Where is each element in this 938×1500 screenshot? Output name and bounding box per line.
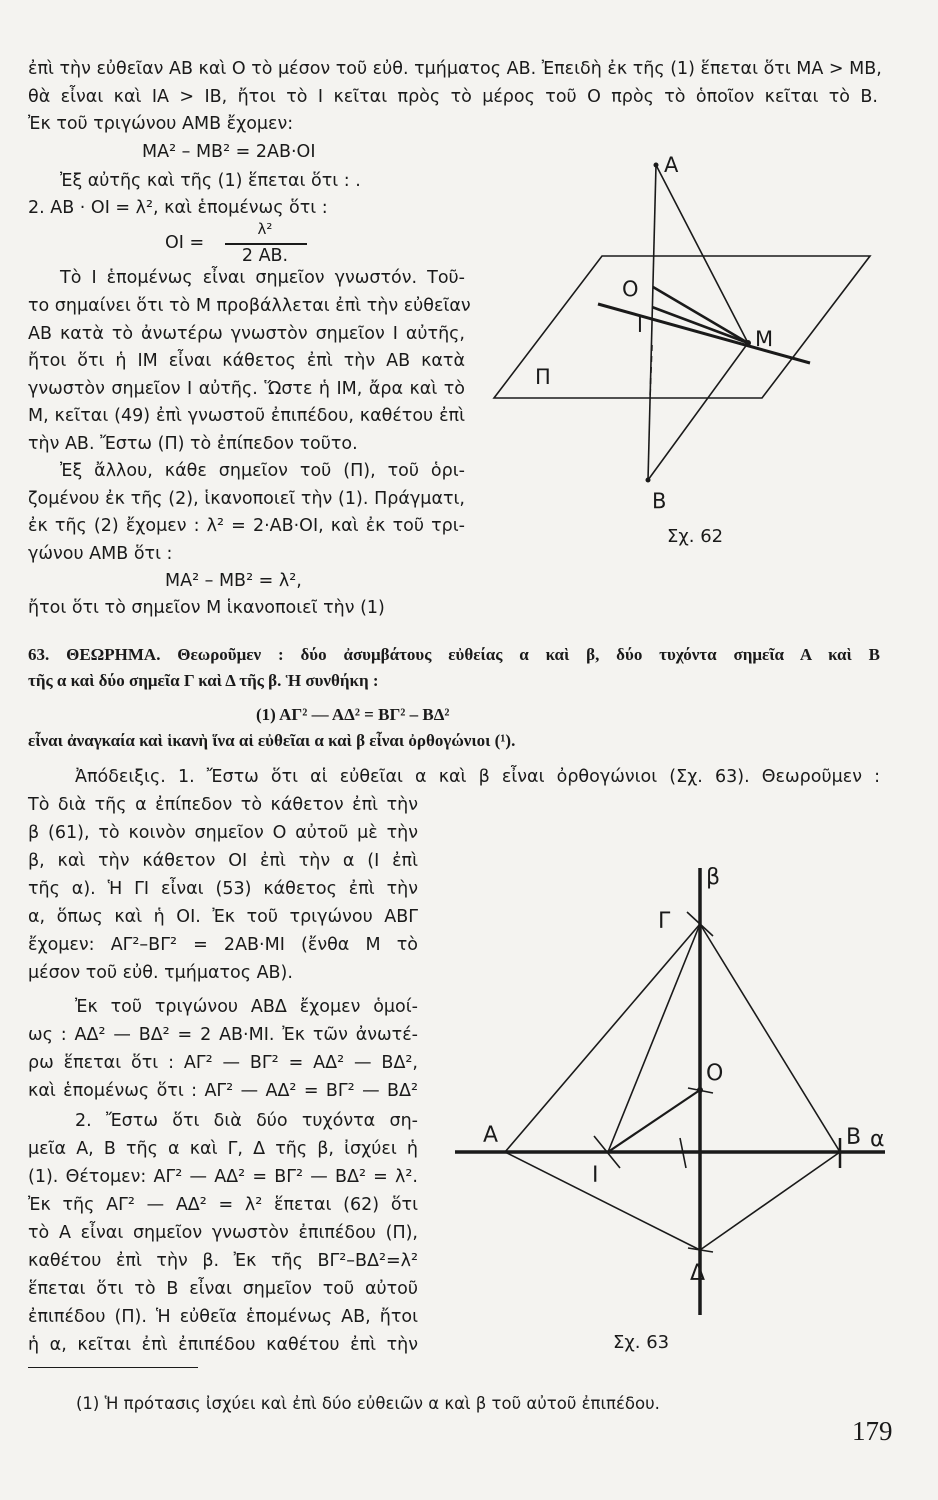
label-o: Ο	[622, 277, 639, 301]
text-line: Ἐκ τῆς ΑΓ² — ΑΔ² = λ² ἕπεται (62) ὅτι	[28, 1195, 418, 1215]
text-line: ἕπεται ὅτι τὸ Β εἶναι σημεῖον τοῦ αὐτοῦ	[28, 1279, 418, 1299]
text-line: καθέτου ἐπὶ τὴν β. Ἐκ τῆς ΒΓ²–ΒΔ²=λ²	[28, 1251, 418, 1271]
text-line: ἡ α, κεῖται ἐπὶ ἐπιπέδου καθέτου ἐπὶ τὴν	[28, 1335, 418, 1355]
text-line: μέσον τοῦ εὐθ. τμήματος ΑΒ).	[28, 963, 293, 983]
label-a: Α	[664, 153, 679, 177]
text-line: ζομένου ἐκ τῆς (2), ἱκανοποιεῖ τὴν (1). Πράγματι,	[28, 489, 465, 509]
label-alpha: α	[870, 1127, 885, 1152]
line-ag	[505, 924, 700, 1152]
equation: ΜΑ² – ΜΒ² = λ²,	[165, 571, 302, 591]
label-m: Μ	[755, 327, 774, 351]
text-line: 2. Ἔστω ὅτι διὰ δύο τυχόντα ση-	[75, 1111, 418, 1131]
text-line: γνωστὸν σημεῖον Ι αὐτῆς. Ὥστε ἡ ΙΜ, ἄρα καὶ τὸ	[28, 379, 465, 399]
figure-63-caption: Σχ. 63	[613, 1332, 670, 1353]
label-beta: β	[706, 865, 721, 890]
line-gi	[608, 924, 700, 1152]
line-oi	[608, 1090, 700, 1152]
line-ad	[505, 1152, 700, 1250]
text-line: το σημαίνει ὅτι τὸ Μ προβάλλεται ἐπὶ τὴν εὐθεῖαν	[28, 296, 471, 316]
text-line: Ἐξ ἄλλου, κάθε σημεῖον τοῦ (Π), τοῦ ὁρι-	[60, 461, 465, 481]
text-line: ἤτοι ὅτι ἡ ΙΜ εἶναι κάθετος ἐπὶ τὴν ΑΒ κατὰ	[28, 351, 465, 371]
point-o	[697, 1087, 703, 1093]
text-line: ἐκ τῆς (2) ἔχομεν : λ² = 2·ΑΒ·ΟΙ, καὶ ἐκ τοῦ τρι-	[28, 516, 465, 536]
text-line: ἔχομεν: ΑΓ²–ΒΓ² = 2ΑΒ·ΜΙ (ἔνθα Μ τὸ	[28, 935, 418, 955]
fraction-lhs: ΟΙ =	[165, 233, 205, 253]
text-line: γώνου ΑΜΒ ὅτι :	[28, 544, 173, 564]
equation: ΜΑ² – ΜΒ² = 2ΑΒ·ΟΙ	[142, 142, 316, 162]
proof-heading: Ἀπόδειξις. 1. Ἔστω ὅτι αἱ εὐθεῖαι α καὶ β εἶναι ὀρθογώνιοι (Σχ. 63). Θεωροῦμεν :	[75, 767, 880, 787]
figure-63-drawing	[455, 868, 885, 1315]
text-line: Μ, κεῖται (49) ἐπὶ γνωστοῦ ἐπιπέδου, καθέτου ἐπὶ	[28, 406, 465, 426]
footnote-rule	[28, 1367, 198, 1368]
line-bd	[700, 1152, 840, 1250]
label-gamma: Γ	[658, 909, 671, 934]
text-line: τὴν ΑΒ. Ἔστω (Π) τὸ ἐπίπεδον τοῦτο.	[28, 434, 358, 454]
label-i63: Ι	[592, 1163, 599, 1188]
text-line: α, ὅπως καὶ ἡ ΟΙ. Ἐκ τοῦ τριγώνου ΑΒΓ	[28, 907, 418, 927]
text-line: θὰ εἶναι καὶ ΙΑ > ΙΒ, ἤτοι τὸ Ι κεῖται πρὸς τὸ μέρος τοῦ Ο πρὸς τὸ ὁποῖον κεῖται τὸ Β.	[28, 87, 878, 107]
theorem-line: τῆς α καὶ δύο σημεῖα Γ καὶ Δ τῆς β. Ἡ συνθήκη :	[28, 671, 379, 690]
text-line: ΑΒ κατὰ τὸ ἀνωτέρω γνωστὸν σημεῖον Ι αὐτῆς,	[28, 324, 465, 344]
text-line: Τὸ διὰ τῆς α ἐπίπεδον τὸ κάθετον ἐπὶ τὴν	[28, 795, 418, 815]
text-line: ρω ἕπεται ὅτι : ΑΓ² — ΒΓ² = ΑΔ² — ΒΔ²,	[28, 1053, 418, 1073]
label-pi: Π	[535, 365, 551, 389]
label-delta: Δ	[690, 1261, 706, 1286]
fraction-denominator: 2 ΑΒ.	[241, 246, 289, 266]
theorem-line: εἶναι ἀναγκαία καὶ ἱκανὴ ἵνα αἱ εὐθεῖαι α καὶ β εἶναι ὀρθογώνιοι (¹).	[28, 731, 516, 750]
text-line: ἐπὶ τὴν εὐθεῖαν ΑΒ καὶ Ο τὸ μέσον τοῦ εὐθ. τμήματος ΑΒ. Ἐπειδὴ ἐκ τῆς (1) ἕπεται ὅτι ΜΑ > ΜΒ,	[28, 59, 882, 79]
text-line: (1). Θέτομεν: ΑΓ² — ΑΔ² = ΒΓ² — ΒΔ² = λ².	[28, 1167, 418, 1187]
page-number: 179	[852, 1416, 893, 1446]
text-line: Ἐξ αὐτῆς καὶ τῆς (1) ἕπεται ὅτι : .	[60, 171, 361, 191]
footnote: (1) Ἡ πρότασις ἰσχύει καὶ ἐπὶ δύο εὐθειῶν α καὶ β τοῦ αὐτοῦ ἐπιπέδου.	[76, 1394, 660, 1413]
text-line: τὸ Α εἶναι σημεῖον γνωστὸν ἐπιπέδου (Π),	[28, 1223, 418, 1243]
text-line: μεῖα Α, Β τῆς α καὶ Γ, Δ τῆς β, ἰσχύει ἡ	[28, 1139, 418, 1159]
figure-62-caption: Σχ. 62	[667, 526, 724, 547]
text-line: Τὸ Ι ἑπομένως εἶναι σημεῖον γνωστόν. Τοῦ-	[60, 268, 465, 288]
text-line: ἐπιπέδου (Π). Ἡ εὐθεῖα ἑπομένως ΑΒ, ἤτοι	[28, 1307, 418, 1327]
text-line: β (61), τὸ κοινὸν σημεῖον Ο αὐτοῦ μὲ τὴν	[28, 823, 418, 843]
label-a63: Α	[483, 1123, 499, 1148]
text-line: ως : ΑΔ² — ΒΔ² = 2 ΑΒ·ΜΙ. Ἐκ τῶν ἀνωτέ-	[28, 1025, 418, 1045]
line-gb	[700, 924, 840, 1152]
label-b63: Β	[846, 1125, 862, 1150]
label-b: Β	[652, 489, 667, 513]
text-line: Ἐκ τοῦ τριγώνου ΑΜΒ ἔχομεν:	[28, 114, 294, 134]
label-i: Ι	[637, 313, 643, 337]
text-line: 2. ΑΒ · ΟΙ = λ², καὶ ἑπομένως ὅτι :	[28, 198, 328, 218]
text-line: καὶ ἑπομένως ὅτι : ΑΓ² — ΑΔ² = ΒΓ² — ΒΔ²	[28, 1081, 418, 1101]
theorem-title: 63. ΘΕΩΡΗΜΑ. Θεωροῦμεν : δύο ἀσυμβάτους εὐθείας α καὶ β, δύο τυχόντα σημεῖα Α καὶ Β	[28, 645, 880, 664]
fraction-numerator: λ²	[257, 220, 273, 238]
text-line: ἤτοι ὅτι τὸ σημεῖον Μ ἱκανοποιεῖ τὴν (1)	[28, 598, 385, 618]
text-line: β, καὶ τὴν κάθετον ΟΙ ἐπὶ τὴν α (Ι ἐπὶ	[28, 851, 418, 871]
theorem-equation: (1) ΑΓ² — ΑΔ² = ΒΓ² – ΒΔ²	[256, 705, 450, 724]
label-o63: Ο	[706, 1061, 724, 1086]
text-line: Ἐκ τοῦ τριγώνου ΑΒΔ ἔχομεν ὁμοί-	[75, 997, 418, 1017]
text-line: τῆς α). Ἡ ΓΙ εἶναι (53) κάθετος ἐπὶ τὴν	[28, 879, 418, 899]
